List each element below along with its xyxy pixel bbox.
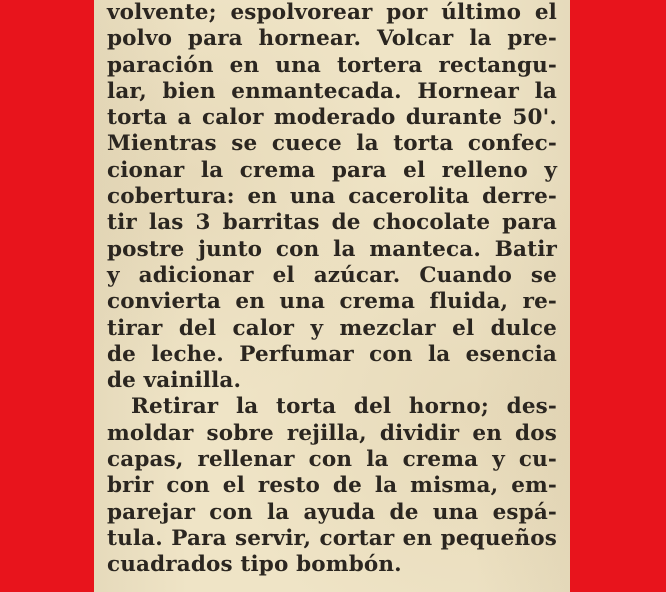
newspaper-clipping xyxy=(94,0,570,592)
text-line: torta a calor moderado durante 50'. xyxy=(107,105,557,131)
text-line: tula. Para servir, cortar en pequeños xyxy=(107,525,557,551)
text-line: Retirar la torta del horno; des- xyxy=(131,394,557,420)
text-line: moldar sobre rejilla, dividir en dos xyxy=(107,420,557,446)
text-line: cionar la crema para el relleno y xyxy=(107,157,557,183)
recipe-text xyxy=(107,0,557,579)
text-line: postre junto con la manteca. Batir xyxy=(107,236,557,262)
text-line: tir las 3 barritas de chocolate para xyxy=(107,210,557,236)
text-line: capas, rellenar con la crema y cu- xyxy=(107,447,557,473)
text-line: brir con el resto de la misma, em- xyxy=(107,473,557,499)
text-line: de leche. Perfumar con la esencia xyxy=(107,341,557,367)
text-line: volvente; espolvorear por último el xyxy=(107,0,557,25)
text-line: polvo para hornear. Volcar la pre- xyxy=(107,26,557,52)
text-line: cuadrados tipo bombón. xyxy=(107,552,402,578)
text-line: convierta en una crema fluida, re- xyxy=(107,289,557,315)
text-line: de vainilla. xyxy=(107,368,242,394)
text-line: cobertura: en una cacerolita derre- xyxy=(107,184,557,210)
text-line: y adicionar el azúcar. Cuando se xyxy=(107,262,557,288)
text-line: parejar con la ayuda de una espá- xyxy=(107,499,557,525)
text-line: paración en una tortera rectangu- xyxy=(107,52,557,78)
text-line: Mientras se cuece la torta confec- xyxy=(107,131,557,157)
text-line: lar, bien enmantecada. Hornear la xyxy=(107,78,557,104)
text-line: tirar del calor y mezclar el dulce xyxy=(107,315,557,341)
